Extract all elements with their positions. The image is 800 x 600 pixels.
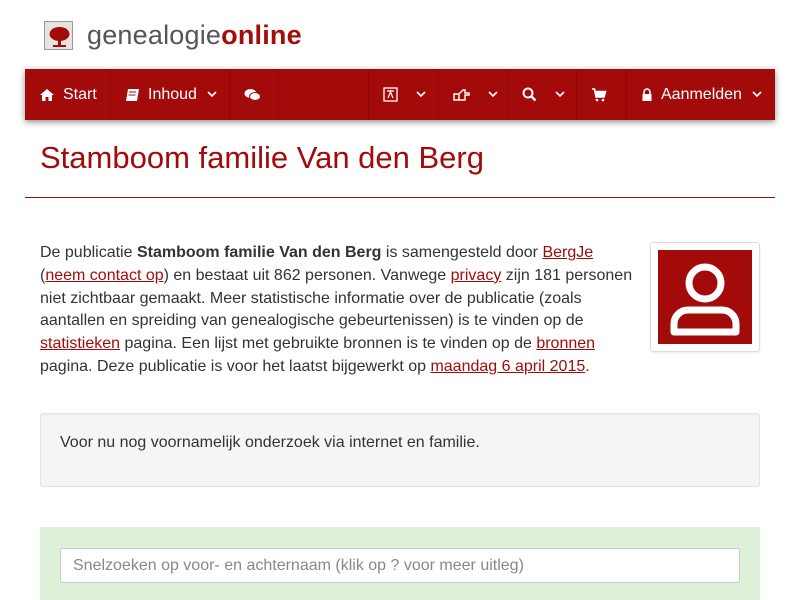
brand-name: genealogieonline: [87, 19, 302, 50]
nav-search[interactable]: [508, 69, 577, 120]
last-updated-link[interactable]: maandag 6 april 2015: [430, 357, 586, 375]
privacy-link[interactable]: privacy: [450, 266, 502, 284]
nav-start-label: Start: [63, 85, 97, 103]
contact-link[interactable]: neem contact op: [45, 266, 164, 284]
nav-aanmelden[interactable]: [627, 69, 775, 120]
publication-intro: De publicatie Stamboom familie Van den Berg is samengesteld door BergJe (neem contact op) en bestaat uit 862 personen. Vanwege privacy zijn 181 personen niet zichtbaar gemaakt. Meer statistische informatie over de publicatie (zoals aantallen en spreiding van genealogische gebeurtenissen) is te vinden op de statistieken pagina. Een lijst met gebruikte bronnen is te vinden op de bronnen pagina. Deze publicatie is voor het laatst bijgewerkt op maandag 6 april 2015.: [40, 244, 633, 375]
brand[interactable]: [44, 18, 302, 52]
author-link[interactable]: BergJe: [542, 244, 594, 261]
book-icon: [125, 88, 140, 102]
main-navbar: [25, 69, 775, 120]
chevron-down-icon: [488, 91, 498, 98]
chevron-down-icon: [555, 91, 565, 98]
comments-icon: [244, 88, 261, 102]
chevron-down-icon: [207, 91, 217, 98]
publication-name: Stamboom familie Van den Berg: [136, 244, 382, 261]
user-icon: [658, 250, 752, 344]
search-icon: [522, 87, 537, 102]
quick-search-panel: [40, 527, 760, 600]
nav-spacer: [279, 69, 369, 120]
nav-language[interactable]: [369, 69, 439, 120]
sources-link[interactable]: bronnen: [536, 335, 596, 353]
cart-icon: [591, 88, 607, 102]
language-icon: [383, 87, 398, 102]
tree-icon: [44, 21, 73, 50]
nav-aanmelden-label: Aanmelden: [661, 85, 742, 103]
nav-shop[interactable]: [577, 69, 627, 120]
nav-forum[interactable]: [230, 69, 279, 120]
chevron-down-icon: [752, 91, 762, 98]
statistics-link[interactable]: statistieken: [40, 335, 121, 353]
search-input[interactable]: [60, 548, 740, 583]
home-icon: [39, 88, 55, 102]
lock-icon: [641, 88, 653, 102]
hand-pointer-icon: [453, 88, 470, 102]
page-title: Stamboom familie Van den Berg: [40, 140, 484, 175]
divider: [25, 197, 775, 198]
author-avatar[interactable]: [650, 242, 760, 352]
chevron-down-icon: [416, 91, 426, 98]
note-text: Voor nu nog voornamelijk onderzoek via internet en familie.: [60, 434, 480, 451]
nav-start[interactable]: [25, 69, 111, 120]
nav-inhoud[interactable]: [111, 69, 230, 120]
publication-note: [40, 413, 760, 487]
nav-inhoud-label: Inhoud: [148, 85, 197, 103]
nav-share[interactable]: [439, 69, 508, 120]
